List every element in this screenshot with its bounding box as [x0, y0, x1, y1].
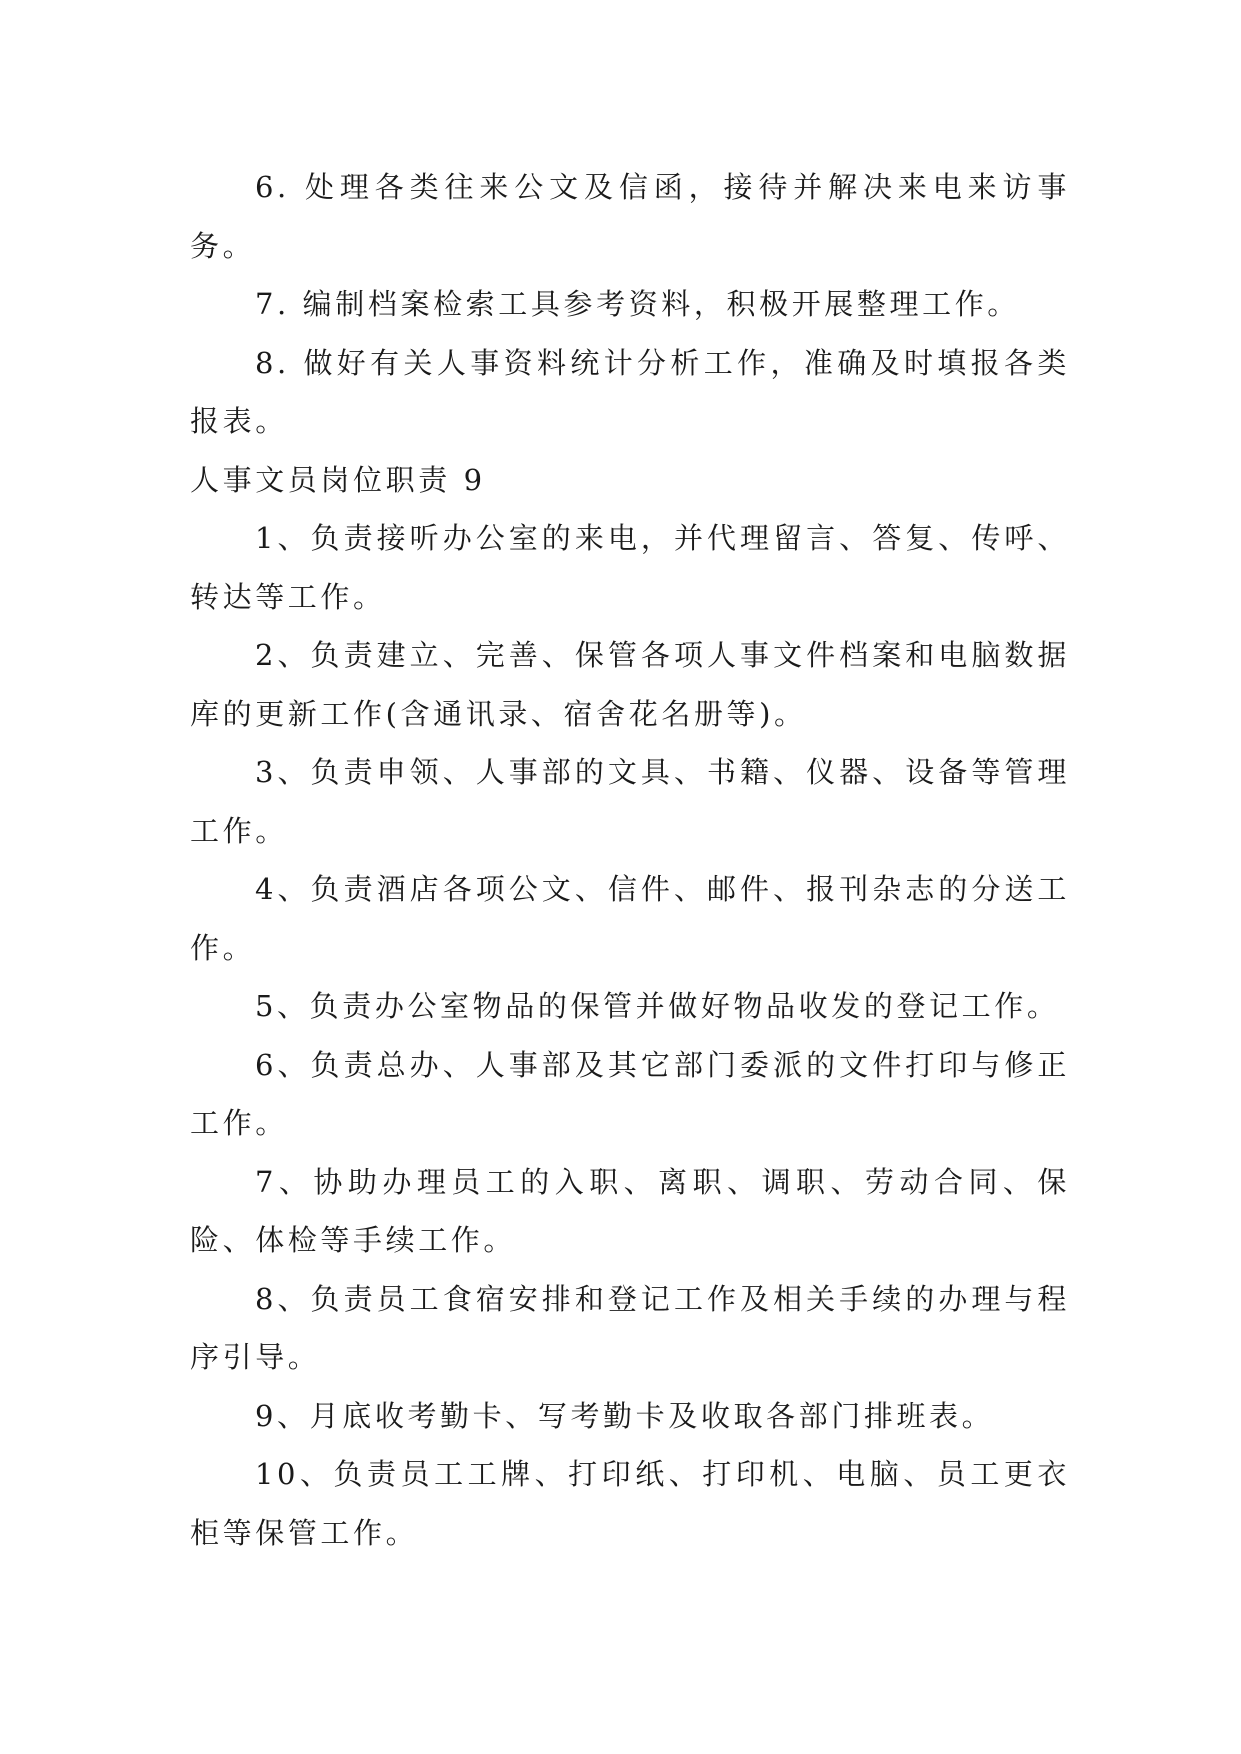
duty-item-7: 7、协助办理员工的入职、离职、调职、劳动合同、保险、体检等手续工作。 — [190, 1164, 1070, 1257]
paragraph-item-8: 8. 做好有关人事资料统计分析工作，准确及时填报各类报表。 — [190, 345, 1070, 438]
duty-item-1: 1、负责接听办公室的来电，并代理留言、答复、传呼、转达等工作。 — [190, 521, 1070, 614]
duty-item-6: 6、负责总办、人事部及其它部门委派的文件打印与修正工作。 — [190, 1047, 1070, 1140]
duty-item-10: 10、负责员工工牌、打印纸、打印机、电脑、员工更衣柜等保管工作。 — [190, 1457, 1070, 1550]
section-heading: 人事文员岗位职责 9 — [190, 462, 486, 497]
duty-item-8: 8、负责员工食宿安排和登记工作及相关手续的办理与程序引导。 — [190, 1281, 1070, 1374]
duty-item-4: 4、负责酒店各项公文、信件、邮件、报刊杂志的分送工作。 — [190, 872, 1070, 965]
duty-item-3: 3、负责申领、人事部的文具、书籍、仪器、设备等管理工作。 — [190, 755, 1070, 848]
paragraph-item-6: 6. 处理各类往来公文及信函，接待并解决来电来访事务。 — [190, 170, 1070, 263]
duty-item-2: 2、负责建立、完善、保管各项人事文件档案和电脑数据库的更新工作(含通讯录、宿舍花名册等)。 — [190, 638, 1070, 731]
duty-item-9: 9、月底收考勤卡、写考勤卡及收取各部门排班表。 — [255, 1398, 995, 1433]
document-body — [190, 158, 1070, 1562]
paragraph-item-7: 7. 编制档案检索工具参考资料，积极开展整理工作。 — [255, 287, 1020, 321]
duty-item-5: 5、负责办公室物品的保管并做好物品收发的登记工作。 — [255, 989, 1060, 1023]
